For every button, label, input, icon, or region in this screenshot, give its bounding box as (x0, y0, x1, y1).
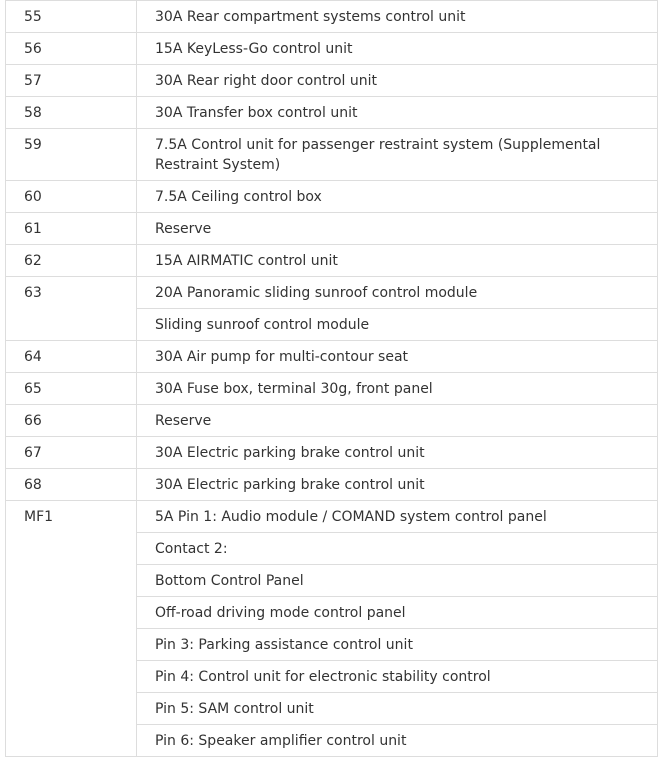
fuse-description: 30A Rear right door control unit (137, 65, 658, 97)
fuse-number: 56 (6, 33, 137, 65)
fuse-number: 63 (6, 277, 137, 341)
table-row (6, 213, 658, 245)
fuse-description: 30A Air pump for multi-contour seat (137, 341, 658, 373)
fuse-description: Reserve (137, 213, 658, 245)
table-row (6, 341, 658, 373)
table-row (6, 437, 658, 469)
fuse-number: 60 (6, 181, 137, 213)
fuse-number: MF1 (6, 501, 137, 757)
fuse-description: Sliding sunroof control module (137, 309, 658, 341)
fuse-description: 7.5A Ceiling control box (137, 181, 658, 213)
fuse-table (5, 0, 658, 757)
fuse-description: 15A AIRMATIC control unit (137, 245, 658, 277)
fuse-description: 15A KeyLess-Go control unit (137, 33, 658, 65)
fuse-number: 67 (6, 437, 137, 469)
table-row (6, 129, 658, 181)
fuse-description: 30A Fuse box, terminal 30g, front panel (137, 373, 658, 405)
fuse-number: 66 (6, 405, 137, 437)
fuse-number: 59 (6, 129, 137, 181)
table-row (6, 65, 658, 97)
table-row (6, 245, 658, 277)
fuse-description: Pin 4: Control unit for electronic stability control (137, 661, 658, 693)
fuse-description: 20A Panoramic sliding sunroof control module (137, 277, 658, 309)
fuse-number: 68 (6, 469, 137, 501)
fuse-description: 5A Pin 1: Audio module / COMAND system control panel (137, 501, 658, 533)
fuse-description: Bottom Control Panel (137, 565, 658, 597)
fuse-description: Contact 2: (137, 533, 658, 565)
fuse-description: Pin 6: Speaker amplifier control unit (137, 725, 658, 757)
fuse-number: 55 (6, 1, 137, 33)
table-row (6, 277, 658, 309)
fuse-description: 7.5A Control unit for passenger restraint system (Supplemental Restraint System) (137, 129, 658, 181)
table-row (6, 373, 658, 405)
fuse-description: 30A Electric parking brake control unit (137, 437, 658, 469)
fuse-description: 30A Electric parking brake control unit (137, 469, 658, 501)
table-row (6, 1, 658, 33)
fuse-number: 64 (6, 341, 137, 373)
table-row (6, 181, 658, 213)
fuse-description: Reserve (137, 405, 658, 437)
table-row (6, 33, 658, 65)
table-row (6, 501, 658, 533)
table-row (6, 97, 658, 129)
fuse-number: 61 (6, 213, 137, 245)
fuse-description: Pin 3: Parking assistance control unit (137, 629, 658, 661)
table-row (6, 405, 658, 437)
fuse-number: 58 (6, 97, 137, 129)
fuse-description: 30A Transfer box control unit (137, 97, 658, 129)
fuse-description: Off-road driving mode control panel (137, 597, 658, 629)
fuse-description: 30A Rear compartment systems control unit (137, 1, 658, 33)
fuse-description: Pin 5: SAM control unit (137, 693, 658, 725)
fuse-number: 65 (6, 373, 137, 405)
fuse-number: 62 (6, 245, 137, 277)
table-row (6, 469, 658, 501)
fuse-number: 57 (6, 65, 137, 97)
